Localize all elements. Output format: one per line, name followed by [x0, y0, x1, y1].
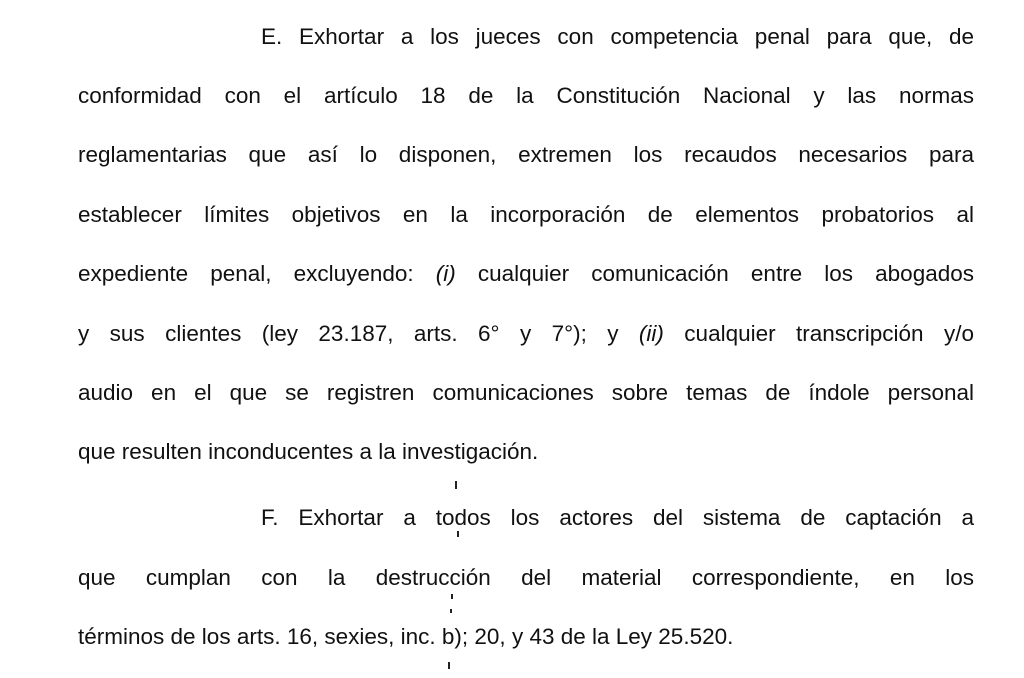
enumerator-ii: (ii): [638, 321, 664, 346]
line-6-text-b: cualquier transcripción y/o: [663, 321, 974, 346]
scan-artifact-mark: [455, 481, 457, 489]
scan-artifact-mark: [450, 609, 452, 613]
scan-artifact-mark: [451, 594, 453, 599]
paragraph-f-line-2: que cumplan con la destrucción del material correspondiente, en los: [78, 565, 974, 590]
line-5-text-b: cualquier comunicación entre los abogados: [455, 261, 974, 286]
paragraph-f-line-3: términos de los arts. 16, sexies, inc. b); 20, y 43 de la Ley 25.520.: [78, 624, 734, 649]
line-5-text-a: expediente penal, excluyendo:: [78, 261, 436, 286]
paragraph-e-line-6: [78, 319, 974, 349]
paragraph-e-line-1: E. Exhortar a los jueces con competencia penal para que, de: [261, 24, 974, 49]
paragraph-e-line-4: establecer límites objetivos en la incorporación de elementos probatorios al: [78, 202, 974, 227]
scan-artifact-mark: [448, 662, 450, 669]
paragraph-f-line-1: F. Exhortar a todos los actores del sistema de captación a: [261, 505, 974, 530]
paragraph-e-line-2: conformidad con el artículo 18 de la Constitución Nacional y las normas: [78, 83, 974, 108]
paragraph-e-line-8: que resulten inconducentes a la investigación.: [78, 439, 539, 464]
scan-artifact-mark: [457, 531, 459, 537]
paragraph-e-line-7: audio en el que se registren comunicaciones sobre temas de índole personal: [78, 380, 974, 405]
paragraph-e-line-3: reglamentarias que así lo disponen, extremen los recaudos necesarios para: [78, 142, 974, 167]
paragraph-e-line-5: [78, 259, 974, 289]
line-6-text-a: y sus clientes (ley 23.187, arts. 6° y 7°); y: [78, 321, 639, 346]
enumerator-i: (i): [435, 261, 456, 286]
